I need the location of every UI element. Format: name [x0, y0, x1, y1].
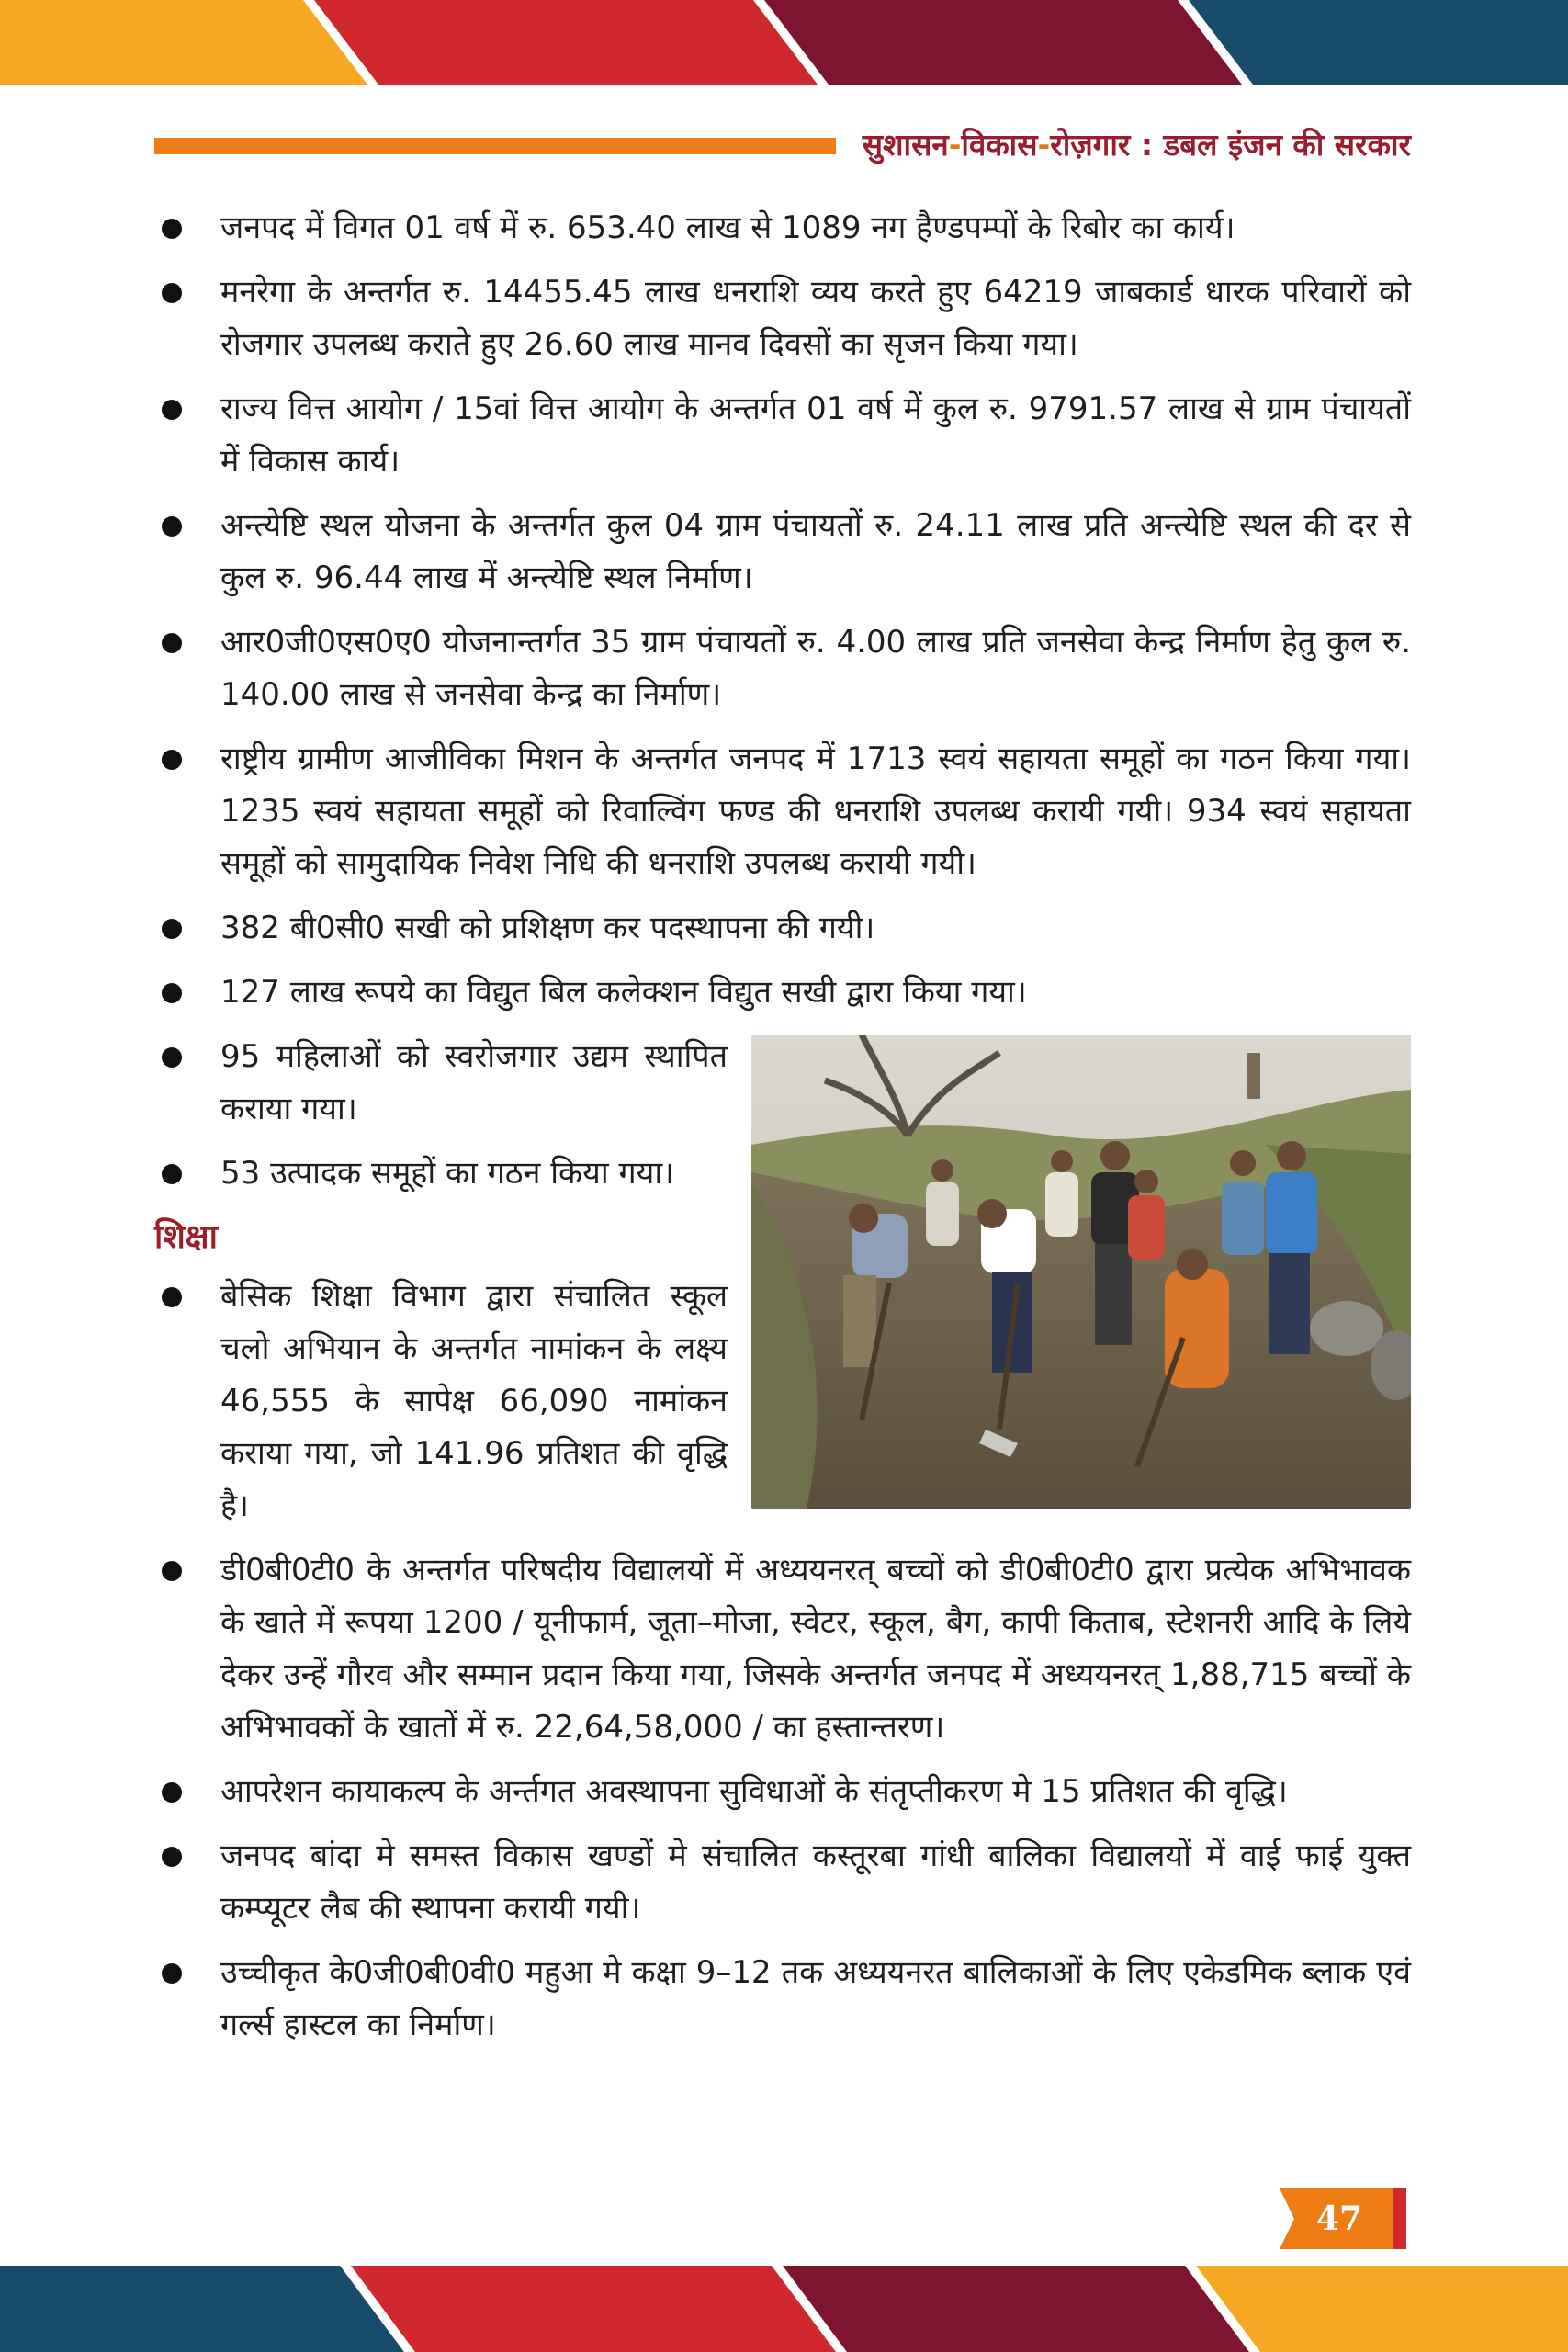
bullet-icon: [162, 1963, 182, 1984]
list-item: जनपद बांदा मे समस्त विकास खण्डों मे संचालित कस्तूरबा गांधी बालिका विद्यालयों में वाई फाई युक्त कम्प्यूटर लैब की स्थापना करायी गयी।: [154, 1830, 1411, 1935]
list-item: 127 लाख रूपये का विद्युत बिल कलेक्शन विद्युत सखी द्वारा किया गया।: [154, 967, 1411, 1019]
section-heading-education: शिक्षा: [154, 1218, 218, 1256]
bullet-icon: [162, 983, 182, 1003]
list-item: उच्चीकृत के0जी0बी0वी0 महुआ मे कक्षा 9–12 तक अध्ययनरत बालिकाओं के लिए एकेडमिक ब्लाक एवं गर्ल्स हास्टल का निर्माण।: [154, 1947, 1411, 2052]
page-content: [154, 202, 1411, 2064]
bullet-icon: [162, 1561, 182, 1581]
bullet-icon: [162, 1287, 182, 1307]
header-title: सुशासन-विकास-रोज़गार : डबल इंजन की सरकार: [862, 127, 1411, 163]
list-item: आर0जी0एस0ए0 योजनान्तर्गत 35 ग्राम पंचायतों रु. 4.00 लाख प्रति जनसेवा केन्द्र निर्माण हेतु कुल रु. 140.00 लाख से जनसेवा केन्द्र का निर्माण।: [154, 616, 1411, 721]
top-color-band: [0, 0, 1568, 85]
bullet-icon: [162, 1047, 182, 1068]
list-item: डी0बी0टी0 के अन्तर्गत परिषदीय विद्यालयों में अध्ययनरत् बच्चों को डी0बी0टी0 द्वारा प्रत्येक अभिभावक के खाते में रूपया 1200 / यूनीफार्म, जूता–मोजा, स्वेटर, स्कूल, बैग, कापी किताब, स्टेशनरी आदि के लिये देकर उन्हें गौरव और सम्मान प्रदान किया गया, जिसके अन्तर्गत जनपद में अध्ययनरत् 1,88,715 बच्चों के अभिभावकों के खातों में रु. 22,64,58,000 / का हस्तान्तरण।: [154, 1544, 1411, 1754]
list-item: 382 बी0सी0 सखी को प्रशिक्षण कर पदस्थापना की गयी।: [154, 902, 1411, 955]
list-item: अन्त्येष्टि स्थल योजना के अन्तर्गत कुल 04 ग्राम पंचायतों रु. 24.11 लाख प्रति अन्त्येष्टि स्थल की दर से कुल रु. 96.44 लाख में अन्त्येष्टि स्थल निर्माण।: [154, 500, 1411, 605]
bottom-color-band: [0, 2266, 1568, 2352]
header-rule: [154, 138, 836, 154]
list-item: राष्ट्रीय ग्रामीण आजीविका मिशन के अन्तर्गत जनपद में 1713 स्वयं सहायता समूहों का गठन किया गया। 1235 स्वयं सहायता समूहों को रिवाल्विंग फण्ड की धनराशि उपलब्ध करायी गयी। 934 स्वयं सहायता समूहों को सामुदायिक निवेश निधि की धनराशि उपलब्ध करायी गयी।: [154, 733, 1411, 890]
list-item: 95 महिलाओं को स्वरोजगार उद्यम स्थापित कराया गया।: [154, 1031, 1411, 1136]
list-item: राज्य वित्त आयोग / 15वां वित्त आयोग के अन्तर्गत 01 वर्ष में कुल रु. 9791.57 लाख से ग्राम पंचायतों में विकास कार्य।: [154, 383, 1411, 488]
bullet-icon: [162, 633, 182, 653]
list-item: आपरेशन कायाकल्प के अर्न्तगत अवस्थापना सुविधाओं के संतृप्तीकरण मे 15 प्रतिशत की वृद्धि।: [154, 1766, 1411, 1818]
page-number: 47: [1315, 2199, 1363, 2238]
list-item: 53 उत्पादक समूहों का गठन किया गया।: [154, 1148, 1411, 1200]
bullet-icon: [162, 1782, 182, 1803]
bullet-icon: [162, 283, 182, 303]
list-item: बेसिक शिक्षा विभाग द्वारा संचालित स्कूल चलो अभियान के अन्तर्गत नामांकन के लक्ष्य 46,555 के सापेक्ष 66,090 नामांकन कराया गया, जो 141.96 प्रतिशत की वृद्धि है।: [154, 1271, 1411, 1532]
bullet-icon: [162, 219, 182, 239]
bullet-icon: [162, 516, 182, 537]
bullet-icon: [162, 400, 182, 420]
list-item: मनरेगा के अन्तर्गत रु. 14455.45 लाख धनराशि व्यय करते हुए 64219 जाबकार्ड धारक परिवारों को रोजगार उपलब्ध कराते हुए 26.60 लाख मानव दिवसों का सृजन किया गया।: [154, 266, 1411, 371]
bullet-icon: [162, 919, 182, 939]
list-item: जनपद में विगत 01 वर्ष में रु. 653.40 लाख से 1089 नग हैण्डपम्पों के रिबोर का कार्य।: [154, 202, 1411, 254]
bullet-icon: [162, 1847, 182, 1867]
bullet-icon: [162, 750, 182, 770]
bullet-icon: [162, 1164, 182, 1184]
